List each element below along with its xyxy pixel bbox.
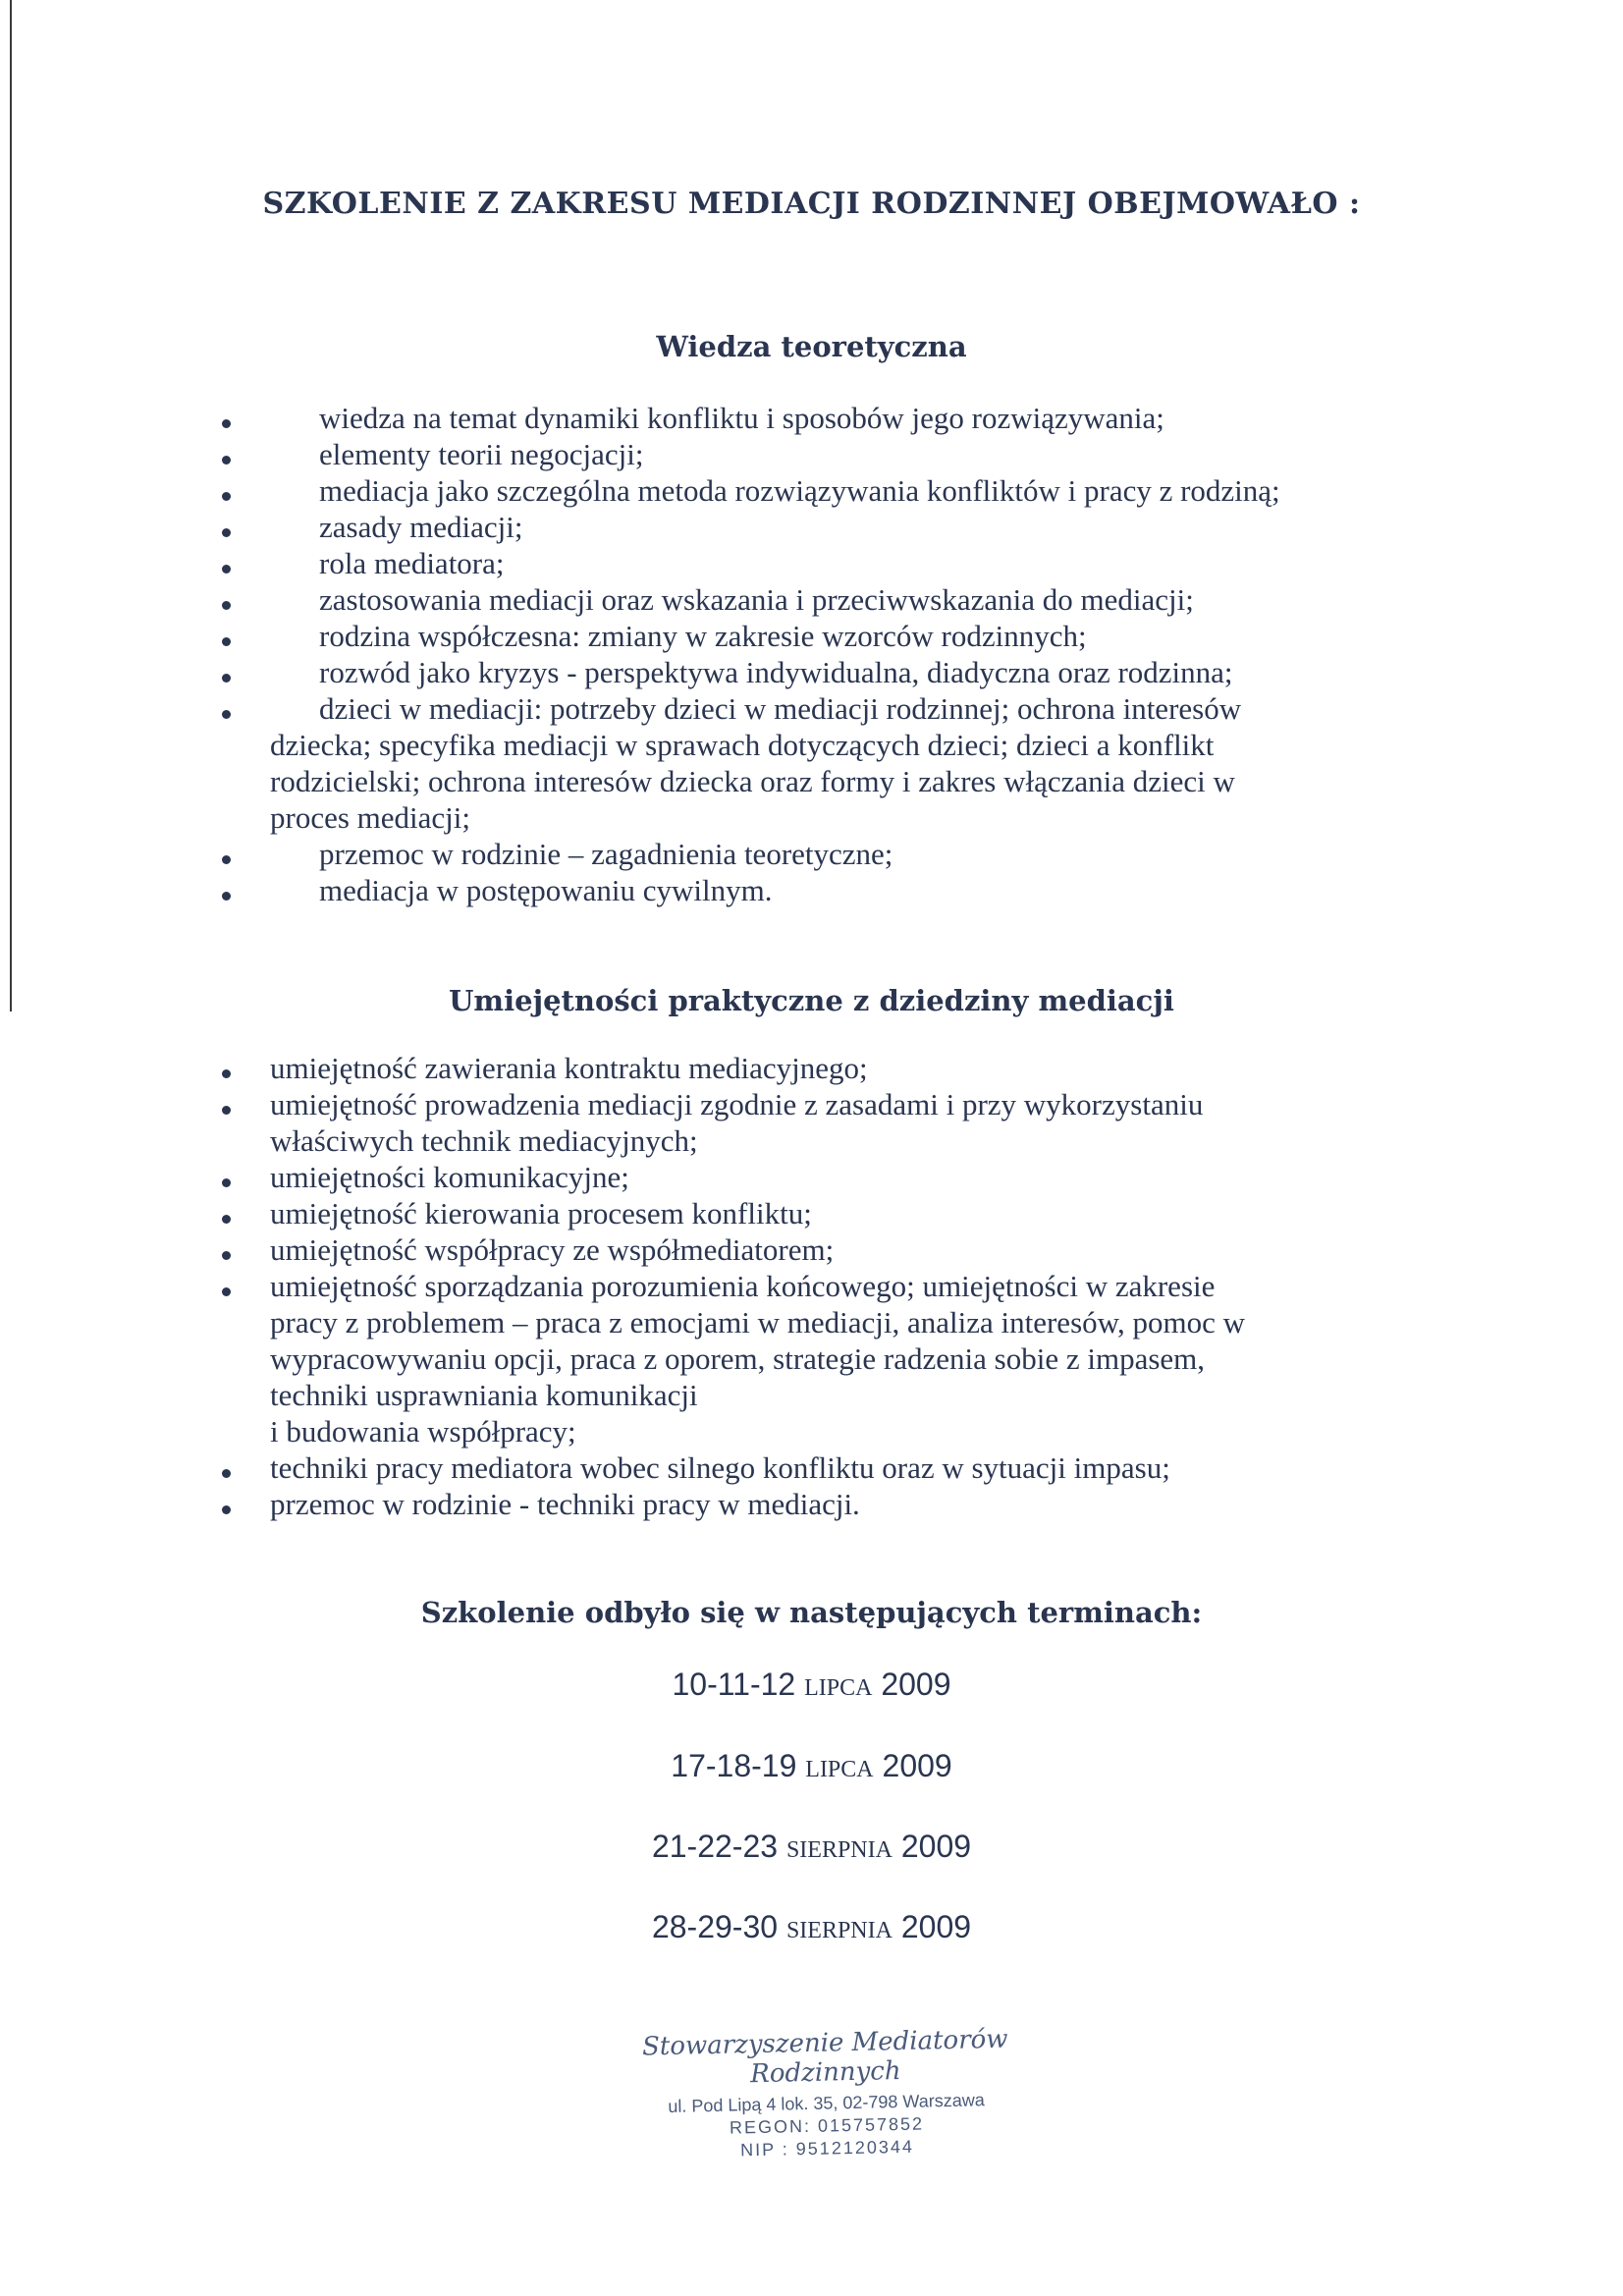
stamp-name-line1: Stowarzyszenie Mediatorów [641, 2024, 1008, 2062]
list-item: dzieci w mediacji: potrzeby dzieci w mediacji rodzinnej; ochrona interesów [319, 691, 1242, 726]
list-item: umiejętność prowadzenia mediacji zgodnie z zasadami i przy wykorzystaniu [270, 1087, 1204, 1121]
bullet-icon [222, 710, 231, 719]
date-month: LIPCA [804, 1675, 873, 1701]
list-item: zastosowania mediacji oraz wskazania i przeciwwskazania do mediacji; [319, 582, 1194, 617]
stamp-regon: REGON: 015757852 [729, 2113, 925, 2138]
bullet-icon [222, 419, 231, 428]
date-line [0, 1748, 1623, 1784]
bullet-icon [222, 492, 231, 501]
list-item-continuation: właściwych technik mediacyjnych; [270, 1123, 698, 1158]
skills-heading: Umiejętności praktyczne z dziedziny mediacji [449, 984, 1174, 1017]
bullet-icon [222, 892, 231, 901]
document-title: SZKOLENIE Z ZAKRESU MEDIACJI RODZINNEJ OBEJMOWAŁO : [262, 187, 1361, 221]
date-days: 28-29-30 [651, 1909, 786, 1944]
date-line [0, 1829, 1623, 1865]
date-days: 17-18-19 [671, 1748, 806, 1783]
date-days: 21-22-23 [651, 1829, 786, 1864]
list-item: techniki pracy mediatora wobec silnego konfliktu oraz w sytuacji impasu; [270, 1450, 1170, 1485]
list-item-continuation: wypracowywaniu opcji, praca z oporem, strategie radzenia sobie z impasem, [270, 1341, 1206, 1376]
bullet-icon [222, 1178, 231, 1187]
bullet-icon [222, 1215, 231, 1224]
list-item-continuation: proces mediacji; [270, 800, 470, 835]
bullet-icon [222, 637, 231, 646]
date-month: SIERPNIA [785, 1918, 893, 1943]
list-item: umiejętność kierowania procesem konfliktu; [270, 1196, 812, 1230]
bullet-icon [222, 1287, 231, 1296]
schedule-heading: Szkolenie odbyło się w następujących terminach: [420, 1596, 1203, 1629]
bullet-icon [222, 1251, 231, 1260]
date-month: LIPCA [805, 1757, 874, 1782]
list-item: przemoc w rodzinie - techniki pracy w mediacji. [270, 1487, 860, 1521]
date-line [0, 1909, 1623, 1945]
scan-edge-line [10, 0, 12, 1011]
stamp-address: ul. Pod Lipą 4 lok. 35, 02-798 Warszawa [668, 2090, 985, 2116]
bullet-icon [222, 1505, 231, 1514]
bullet-icon [222, 456, 231, 465]
bullet-icon [222, 1106, 231, 1115]
list-item: wiedza na temat dynamiki konfliktu i sposobów jego rozwiązywania; [319, 401, 1164, 435]
list-item: rozwód jako kryzys - perspektywa indywidualna, diadyczna oraz rodzinna; [319, 655, 1233, 689]
date-year: 2009 [872, 1667, 951, 1702]
stamp-nip: NIP : 9512120344 [739, 2136, 915, 2160]
list-item-continuation: dziecka; specyfika mediacji w sprawach dotyczących dzieci; dzieci a konflikt [270, 728, 1215, 762]
date-month: SIERPNIA [785, 1837, 893, 1863]
list-item: umiejętności komunikacyjne; [270, 1160, 629, 1194]
bullet-icon [222, 565, 231, 574]
bullet-icon [222, 674, 231, 683]
list-item: mediacja w postępowaniu cywilnym. [319, 873, 773, 907]
bullet-icon [222, 855, 231, 864]
list-item-continuation: pracy z problemem – praca z emocjami w mediacji, analiza interesów, pomoc w [270, 1305, 1246, 1339]
list-item-continuation: rodzicielski; ochrona interesów dziecka oraz formy i zakres włączania dzieci w [270, 764, 1235, 798]
list-item-continuation: i budowania współpracy; [270, 1414, 576, 1449]
theory-heading: Wiedza teoretyczna [656, 330, 967, 363]
list-item: mediacja jako szczególna metoda rozwiązywania konfliktów i pracy z rodziną; [319, 473, 1280, 508]
list-item: umiejętność zawierania kontraktu mediacyjnego; [270, 1051, 868, 1085]
date-line [0, 1667, 1623, 1703]
list-item: rola mediatora; [319, 546, 505, 580]
list-item: przemoc w rodzinie – zagadnienia teoretyczne; [319, 837, 893, 871]
date-year: 2009 [892, 1829, 972, 1864]
stamp-name-line2: Rodzinnych [749, 2055, 901, 2090]
list-item: umiejętność współpracy ze współmediatorem; [270, 1232, 835, 1267]
list-item: rodzina współczesna: zmiany w zakresie wzorców rodzinnych; [319, 619, 1087, 653]
list-item: elementy teorii negocjacji; [319, 437, 644, 471]
date-days: 10-11-12 [672, 1667, 805, 1702]
date-year: 2009 [892, 1909, 972, 1944]
bullet-icon [222, 528, 231, 537]
list-item: zasady mediacji; [319, 510, 523, 544]
bullet-icon [222, 1069, 231, 1078]
date-year: 2009 [873, 1748, 952, 1783]
organization-stamp [619, 2024, 1034, 2163]
list-item: umiejętność sporządzania porozumienia końcowego; umiejętności w zakresie [270, 1269, 1216, 1303]
bullet-icon [222, 601, 231, 610]
list-item-continuation: techniki usprawniania komunikacji [270, 1378, 698, 1412]
bullet-icon [222, 1469, 231, 1478]
